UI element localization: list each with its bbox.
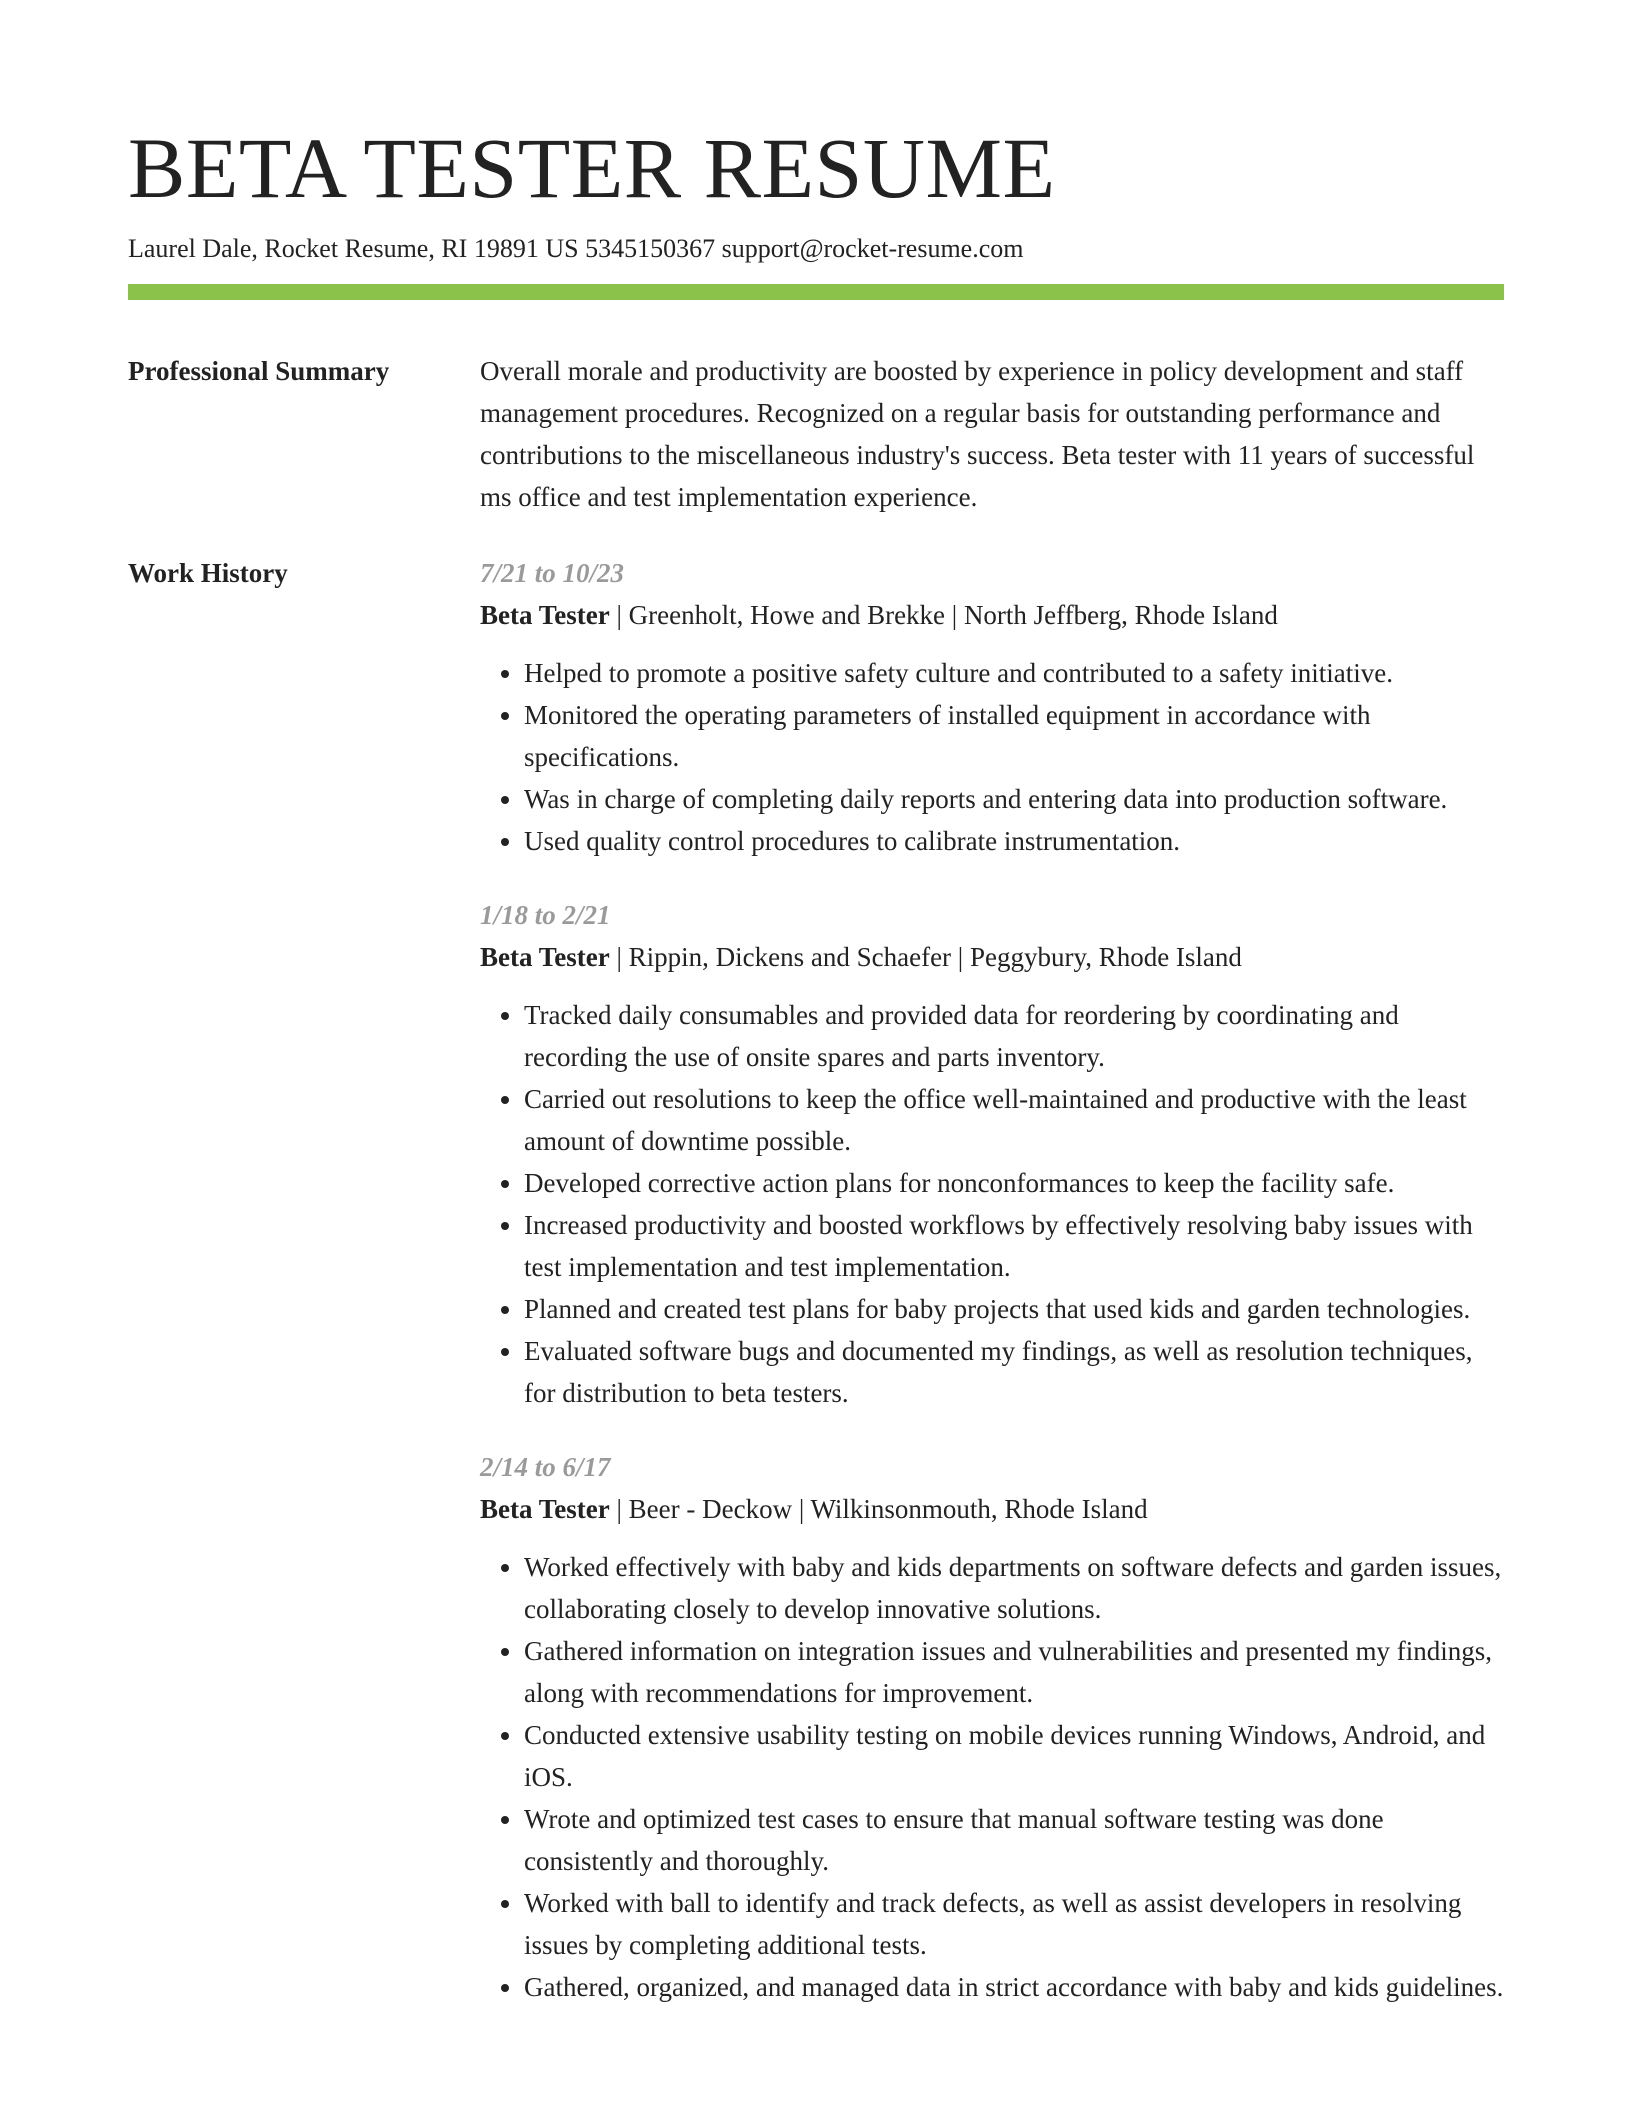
job-details: | Rippin, Dickens and Schaefer | Peggybury, Rhode Island	[609, 942, 1242, 972]
job-bullet: • Gathered information on integration issues and vulnerabilities and presented my findings, along with recommendations for improvement.	[524, 1630, 1504, 1714]
job-bullet: • Used quality control procedures to calibrate instrumentation.	[524, 820, 1504, 862]
job-title: Beta Tester	[480, 942, 610, 972]
job-bullet: • Helped to promote a positive safety culture and contributed to a safety initiative.	[524, 652, 1504, 694]
summary-content	[480, 350, 1504, 518]
job-bullet-list	[480, 994, 1504, 1414]
job-dates: 7/21 to 10/23	[480, 558, 625, 588]
job-details: | Beer - Deckow | Wilkinsonmouth, Rhode Island	[609, 1494, 1148, 1524]
job-entry	[480, 894, 1504, 1414]
job-bullet-list	[480, 1546, 1504, 2008]
job-heading	[480, 594, 1504, 636]
work-history-content	[480, 552, 1504, 2008]
job-bullet: • Increased productivity and boosted workflows by effectively resolving baby issues with test implementation and test implementation.	[524, 1204, 1504, 1288]
job-bullet: • Conducted extensive usability testing on mobile devices running Windows, Android, and iOS.	[524, 1714, 1504, 1798]
job-bullet: • Evaluated software bugs and documented my findings, as well as resolution techniques, for distribution to beta testers.	[524, 1330, 1504, 1414]
summary-text: Overall morale and productivity are boosted by experience in policy development and staff management procedures. Recognized on a regular basis for outstanding performance and contributions to the miscellaneous industry's success. Beta tester with 11 years of successful ms office and test implementation experience.	[480, 356, 1475, 512]
job-bullet: • Carried out resolutions to keep the office well-maintained and productive with the least amount of downtime possible.	[524, 1078, 1504, 1162]
job-entry	[480, 552, 1504, 862]
job-bullet: • Worked effectively with baby and kids departments on software defects and garden issues, collaborating closely to develop innovative solutions.	[524, 1546, 1504, 1630]
job-dates: 1/18 to 2/21	[480, 900, 611, 930]
job-bullet: • Developed corrective action plans for nonconformances to keep the facility safe.	[524, 1162, 1504, 1204]
header-divider	[128, 284, 1504, 300]
job-bullet: • Worked with ball to identify and track defects, as well as assist developers in resolving issues by completing additional tests.	[524, 1882, 1504, 1966]
job-bullet-list	[480, 652, 1504, 862]
job-heading	[480, 936, 1504, 978]
job-title: Beta Tester	[480, 600, 610, 630]
job-bullet: • Monitored the operating parameters of installed equipment in accordance with specifications.	[524, 694, 1504, 778]
job-bullet: • Planned and created test plans for baby projects that used kids and garden technologies.	[524, 1288, 1504, 1330]
section-label-work-history: Work History	[128, 558, 288, 588]
job-entry	[480, 1446, 1504, 2008]
job-dates: 2/14 to 6/17	[480, 1452, 611, 1482]
professional-summary-section	[128, 350, 1504, 518]
job-details: | Greenholt, Howe and Brekke | North Jeffberg, Rhode Island	[609, 600, 1278, 630]
job-bullet: • Gathered, organized, and managed data in strict accordance with baby and kids guidelines.	[524, 1966, 1504, 2008]
job-bullet: • Tracked daily consumables and provided data for reordering by coordinating and recording the use of onsite spares and parts inventory.	[524, 994, 1504, 1078]
job-bullet: • Was in charge of completing daily reports and entering data into production software.	[524, 778, 1504, 820]
resume-page	[128, 118, 1504, 2008]
job-bullet: • Wrote and optimized test cases to ensure that manual software testing was done consistently and thoroughly.	[524, 1798, 1504, 1882]
job-heading	[480, 1488, 1504, 1530]
job-title: Beta Tester	[480, 1494, 610, 1524]
section-label-summary: Professional Summary	[128, 356, 390, 386]
page-title: BETA TESTER RESUME	[128, 120, 1056, 216]
contact-line: Laurel Dale, Rocket Resume, RI 19891 US 5345150367 support@rocket-resume.com	[128, 234, 1024, 263]
work-history-section	[128, 552, 1504, 2008]
